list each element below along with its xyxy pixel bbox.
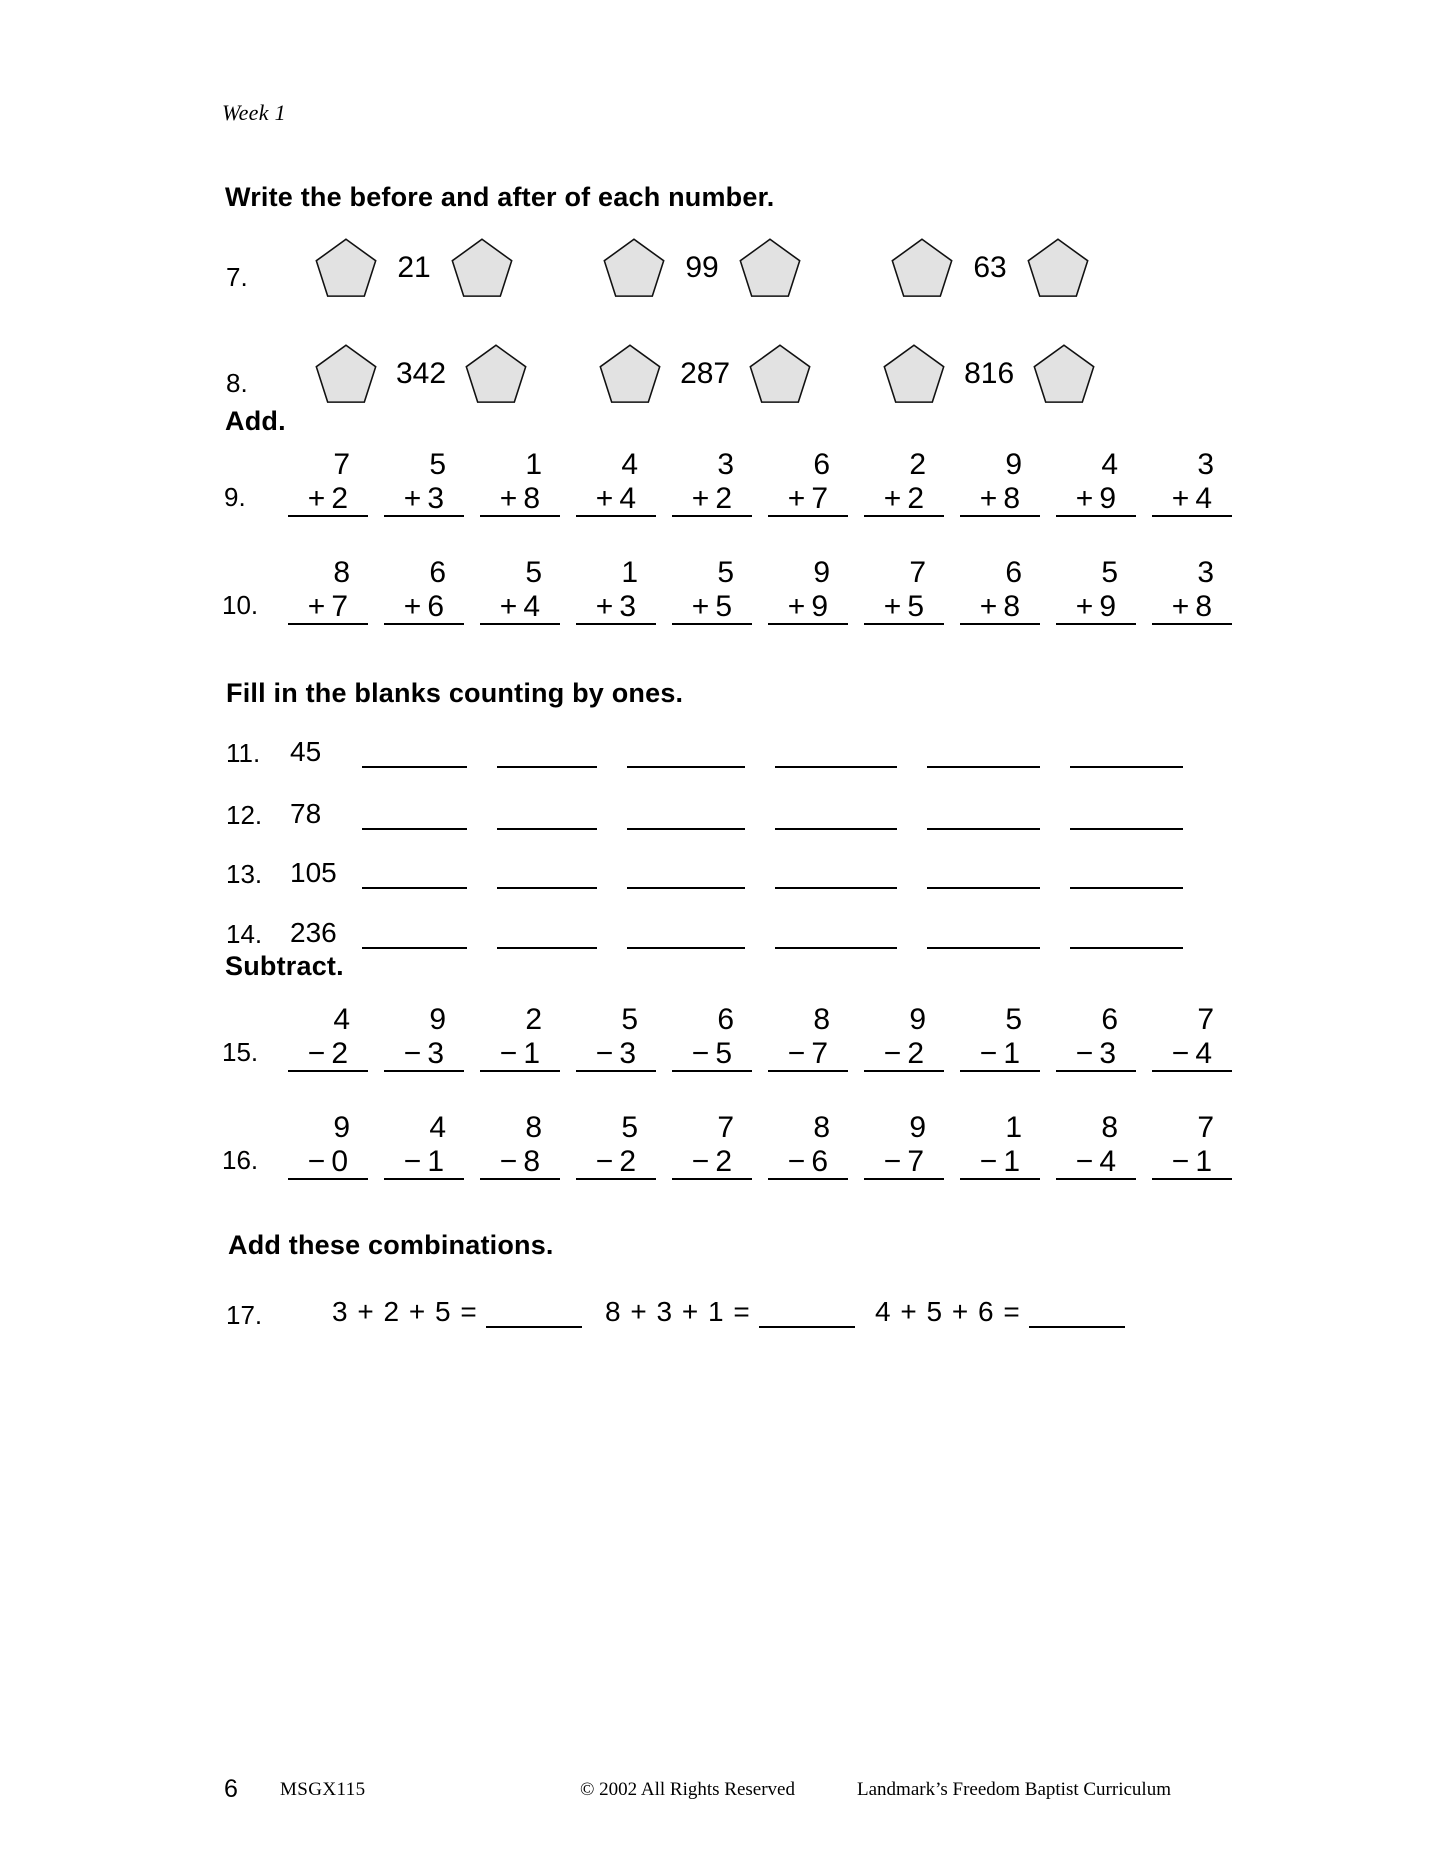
section-heading-subtract: Subtract. — [225, 951, 344, 981]
arithmetic-problem[interactable] — [272, 1111, 368, 1180]
before-after-group — [876, 344, 1102, 404]
operand-top: 7 — [717, 1111, 734, 1144]
answer-pentagon-after[interactable] — [1026, 344, 1102, 404]
arithmetic-problem[interactable] — [848, 1111, 944, 1180]
given-number: 342 — [396, 357, 447, 390]
answer-blank[interactable] — [362, 740, 467, 768]
answer-pentagon-after[interactable] — [742, 344, 818, 404]
operand-bottom: − 3 — [576, 1037, 656, 1073]
operand-top: 5 — [621, 1003, 638, 1036]
operand-bottom: − 6 — [768, 1145, 848, 1181]
arithmetic-problem[interactable] — [752, 556, 848, 625]
before-after-row-8 — [308, 344, 1102, 404]
operand-bottom: + 4 — [576, 482, 656, 518]
operator-sign: − — [403, 1144, 424, 1178]
operand-top: 6 — [1101, 1003, 1118, 1036]
operand-bottom: + 8 — [1152, 590, 1232, 626]
operator-sign: − — [595, 1036, 616, 1070]
operator-sign: + — [499, 589, 520, 623]
question-number-16: 16. — [222, 1145, 259, 1175]
operator-sign: − — [307, 1144, 328, 1178]
operand-bottom: − 2 — [672, 1145, 752, 1181]
operator-sign: + — [787, 589, 808, 623]
answer-blank[interactable] — [362, 802, 467, 830]
fill-blank-row-13 — [290, 857, 1213, 889]
answer-blank[interactable] — [775, 861, 897, 889]
operand-bottom: − 8 — [480, 1145, 560, 1181]
question-number-17: 17. — [226, 1300, 263, 1330]
operand-top: 9 — [813, 556, 830, 589]
operator-sign: − — [1171, 1036, 1192, 1070]
operand-bottom: + 8 — [960, 590, 1040, 626]
operator-sign: − — [595, 1144, 616, 1178]
question-number-14: 14. — [226, 919, 263, 949]
operand-bottom: + 5 — [864, 590, 944, 626]
fill-blank-row-14 — [290, 917, 1213, 949]
arithmetic-problem[interactable] — [752, 448, 848, 517]
operand-top: 7 — [1197, 1111, 1214, 1144]
operand-bottom: − 5 — [672, 1037, 752, 1073]
arithmetic-problem[interactable] — [560, 1111, 656, 1180]
operator-sign: − — [787, 1144, 808, 1178]
answer-blank[interactable] — [1070, 802, 1183, 830]
arithmetic-problem[interactable] — [752, 1003, 848, 1072]
operator-sign: − — [1171, 1144, 1192, 1178]
arithmetic-problem[interactable] — [656, 1111, 752, 1180]
question-number-7: 7. — [226, 262, 248, 292]
answer-blank[interactable] — [1070, 921, 1183, 949]
operand-top: 6 — [1005, 556, 1022, 589]
answer-pentagon-after[interactable] — [732, 238, 808, 298]
operand-bottom: + 7 — [768, 482, 848, 518]
before-after-row-7 — [308, 238, 1096, 298]
answer-blank[interactable] — [497, 921, 597, 949]
question-number-8: 8. — [226, 368, 248, 398]
operator-sign: − — [403, 1036, 424, 1070]
operand-top: 5 — [525, 556, 542, 589]
answer-blank[interactable] — [775, 740, 897, 768]
answer-blank[interactable] — [627, 861, 745, 889]
operator-sign: + — [307, 481, 328, 515]
answer-pentagon-after[interactable] — [1020, 238, 1096, 298]
operand-bottom: − 3 — [384, 1037, 464, 1073]
operator-sign: + — [883, 481, 904, 515]
footer-page-number: 6 — [224, 1775, 238, 1803]
arithmetic-problem[interactable] — [1136, 1111, 1232, 1180]
arithmetic-problem[interactable] — [368, 1111, 464, 1180]
arithmetic-problem[interactable] — [944, 556, 1040, 625]
given-number: 21 — [397, 251, 431, 284]
answer-blank[interactable] — [486, 1302, 582, 1328]
combination-expression: 4 + 5 + 6 = — [875, 1296, 1021, 1327]
starting-number: 236 — [290, 917, 337, 948]
answer-pentagon-before[interactable] — [308, 238, 384, 298]
operator-sign: + — [1171, 589, 1192, 623]
answer-blank[interactable] — [362, 921, 467, 949]
footer-code: MSGX115 — [280, 1779, 366, 1800]
operator-sign: − — [499, 1144, 520, 1178]
operator-sign: + — [787, 481, 808, 515]
before-after-group — [592, 344, 818, 404]
operand-bottom: − 2 — [576, 1145, 656, 1181]
arithmetic-problem[interactable] — [944, 1111, 1040, 1180]
arithmetic-problem[interactable] — [1040, 448, 1136, 517]
arithmetic-problem[interactable] — [1040, 556, 1136, 625]
starting-number: 105 — [290, 857, 337, 888]
operand-top: 1 — [1005, 1111, 1022, 1144]
starting-number: 78 — [290, 798, 322, 829]
operand-bottom: + 5 — [672, 590, 752, 626]
answer-blank[interactable] — [775, 802, 897, 830]
answer-blank[interactable] — [497, 861, 597, 889]
operand-bottom: − 1 — [480, 1037, 560, 1073]
operator-sign: − — [691, 1036, 712, 1070]
arithmetic-problem[interactable] — [944, 448, 1040, 517]
question-number-11: 11. — [226, 738, 261, 768]
given-number: 99 — [685, 251, 719, 284]
arithmetic-problem[interactable] — [368, 556, 464, 625]
arithmetic-problem[interactable] — [464, 1111, 560, 1180]
operand-bottom: + 3 — [384, 482, 464, 518]
operator-sign: − — [307, 1036, 328, 1070]
operand-top: 7 — [1197, 1003, 1214, 1036]
answer-blank[interactable] — [759, 1302, 855, 1328]
question-number-9: 9. — [224, 482, 246, 512]
operator-sign: + — [403, 589, 424, 623]
answer-blank[interactable] — [627, 802, 745, 830]
answer-blank[interactable] — [927, 921, 1040, 949]
section-heading-fill-blanks: Fill in the blanks counting by ones. — [226, 678, 684, 708]
operand-bottom: + 3 — [576, 590, 656, 626]
operand-top: 8 — [1101, 1111, 1118, 1144]
answer-blank[interactable] — [927, 861, 1040, 889]
question-number-13: 13. — [226, 859, 263, 889]
arithmetic-problem[interactable] — [464, 448, 560, 517]
operator-sign: + — [1171, 481, 1192, 515]
operand-bottom: − 0 — [288, 1145, 368, 1181]
operand-bottom: − 1 — [960, 1145, 1040, 1181]
operand-top: 2 — [525, 1003, 542, 1036]
combination-expression: 8 + 3 + 1 = — [605, 1296, 751, 1327]
operand-top: 3 — [1197, 448, 1214, 481]
arithmetic-problem[interactable] — [272, 556, 368, 625]
answer-blank[interactable] — [627, 740, 745, 768]
operand-bottom: − 1 — [384, 1145, 464, 1181]
operand-bottom: − 2 — [288, 1037, 368, 1073]
operand-top: 6 — [717, 1003, 734, 1036]
operand-bottom: − 2 — [864, 1037, 944, 1073]
arithmetic-problem[interactable] — [656, 1003, 752, 1072]
operand-top: 9 — [909, 1003, 926, 1036]
operand-top: 5 — [429, 448, 446, 481]
answer-pentagon-before[interactable] — [308, 344, 384, 404]
given-number: 63 — [973, 251, 1007, 284]
starting-number: 45 — [290, 736, 322, 767]
operand-bottom: + 9 — [1056, 482, 1136, 518]
week-label: Week 1 — [222, 100, 286, 125]
operand-top: 4 — [429, 1111, 446, 1144]
section-heading-before-after: Write the before and after of each number. — [225, 182, 775, 212]
operand-bottom: + 6 — [384, 590, 464, 626]
arithmetic-problem[interactable] — [1136, 1003, 1232, 1072]
arithmetic-problem[interactable] — [368, 448, 464, 517]
add-row-9 — [272, 448, 1232, 517]
operand-bottom: + 9 — [1056, 590, 1136, 626]
footer-curriculum: Landmark’s Freedom Baptist Curriculum — [857, 1779, 1171, 1800]
operand-top: 9 — [1005, 448, 1022, 481]
operator-sign: − — [883, 1036, 904, 1070]
answer-blank[interactable] — [1070, 861, 1183, 889]
operand-top: 8 — [813, 1003, 830, 1036]
operand-bottom: + 8 — [960, 482, 1040, 518]
operand-top: 4 — [333, 1003, 350, 1036]
operand-bottom: + 2 — [672, 482, 752, 518]
answer-pentagon-before[interactable] — [876, 344, 952, 404]
fill-blank-row-12 — [290, 798, 1213, 830]
arithmetic-problem[interactable] — [368, 1003, 464, 1072]
operand-top: 9 — [429, 1003, 446, 1036]
arithmetic-problem[interactable] — [560, 556, 656, 625]
footer-copyright: © 2002 All Rights Reserved — [580, 1779, 795, 1800]
arithmetic-problem[interactable] — [656, 448, 752, 517]
operator-sign: − — [1075, 1036, 1096, 1070]
operand-top: 4 — [621, 448, 638, 481]
section-heading-combinations: Add these combinations. — [228, 1230, 554, 1260]
operator-sign: − — [1075, 1144, 1096, 1178]
arithmetic-problem[interactable] — [656, 556, 752, 625]
before-after-group — [308, 344, 534, 404]
arithmetic-problem[interactable] — [848, 556, 944, 625]
operand-bottom: − 4 — [1152, 1037, 1232, 1073]
section-heading-add: Add. — [225, 406, 286, 436]
combination-problem[interactable] — [605, 1296, 855, 1328]
question-number-12: 12. — [226, 800, 263, 830]
operand-bottom: + 7 — [288, 590, 368, 626]
answer-blank[interactable] — [497, 740, 597, 768]
arithmetic-problem[interactable] — [1136, 448, 1232, 517]
operator-sign: + — [979, 481, 1000, 515]
operand-top: 5 — [621, 1111, 638, 1144]
operand-top: 8 — [333, 556, 350, 589]
answer-pentagon-before[interactable] — [884, 238, 960, 298]
operator-sign: − — [499, 1036, 520, 1070]
operator-sign: + — [691, 481, 712, 515]
operand-bottom: − 4 — [1056, 1145, 1136, 1181]
arithmetic-problem[interactable] — [1040, 1003, 1136, 1072]
question-number-15: 15. — [222, 1037, 259, 1067]
combination-expression: 3 + 2 + 5 = — [332, 1296, 478, 1327]
arithmetic-problem[interactable] — [1136, 556, 1232, 625]
before-after-group — [308, 238, 520, 298]
operand-top: 5 — [717, 556, 734, 589]
operator-sign: + — [595, 589, 616, 623]
operand-bottom: − 1 — [1152, 1145, 1232, 1181]
answer-blank[interactable] — [497, 802, 597, 830]
operand-top: 4 — [1101, 448, 1118, 481]
operator-sign: + — [691, 589, 712, 623]
operand-top: 8 — [525, 1111, 542, 1144]
combination-problem[interactable] — [875, 1296, 1125, 1328]
operand-top: 1 — [621, 556, 638, 589]
operand-bottom: + 9 — [768, 590, 848, 626]
arithmetic-problem[interactable] — [944, 1003, 1040, 1072]
operator-sign: + — [883, 589, 904, 623]
operator-sign: + — [1075, 481, 1096, 515]
arithmetic-problem[interactable] — [272, 1003, 368, 1072]
answer-blank[interactable] — [775, 921, 897, 949]
subtract-row-15 — [272, 1003, 1232, 1072]
given-number: 287 — [680, 357, 731, 390]
operator-sign: − — [691, 1144, 712, 1178]
arithmetic-problem[interactable] — [464, 1003, 560, 1072]
operator-sign: + — [403, 481, 424, 515]
answer-pentagon-before[interactable] — [596, 238, 672, 298]
answer-blank[interactable] — [627, 921, 745, 949]
operator-sign: + — [595, 481, 616, 515]
answer-blank[interactable] — [927, 740, 1040, 768]
arithmetic-problem[interactable] — [464, 556, 560, 625]
operand-bottom: − 3 — [1056, 1037, 1136, 1073]
operand-top: 5 — [1005, 1003, 1022, 1036]
operator-sign: + — [499, 481, 520, 515]
operand-top: 8 — [813, 1111, 830, 1144]
operand-bottom: + 8 — [480, 482, 560, 518]
operand-bottom: − 7 — [864, 1145, 944, 1181]
arithmetic-problem[interactable] — [560, 1003, 656, 1072]
answer-pentagon-after[interactable] — [444, 238, 520, 298]
question-number-10: 10. — [222, 590, 259, 620]
operator-sign: − — [787, 1036, 808, 1070]
answer-blank[interactable] — [927, 802, 1040, 830]
operand-bottom: + 4 — [1152, 482, 1232, 518]
operand-bottom: + 2 — [288, 482, 368, 518]
operand-top: 5 — [1101, 556, 1118, 589]
operand-top: 1 — [525, 448, 542, 481]
arithmetic-problem[interactable] — [848, 448, 944, 517]
operand-top: 3 — [1197, 556, 1214, 589]
answer-blank[interactable] — [1029, 1302, 1125, 1328]
answer-blank[interactable] — [1070, 740, 1183, 768]
operator-sign: + — [307, 589, 328, 623]
subtract-row-16 — [272, 1111, 1232, 1180]
operand-bottom: − 7 — [768, 1037, 848, 1073]
operand-bottom: + 2 — [864, 482, 944, 518]
operator-sign: + — [1075, 589, 1096, 623]
operand-top: 9 — [333, 1111, 350, 1144]
operand-top: 2 — [909, 448, 926, 481]
operand-bottom: + 4 — [480, 590, 560, 626]
operand-top: 6 — [429, 556, 446, 589]
answer-pentagon-before[interactable] — [592, 344, 668, 404]
before-after-group — [884, 238, 1096, 298]
answer-blank[interactable] — [362, 861, 467, 889]
operand-top: 6 — [813, 448, 830, 481]
arithmetic-problem[interactable] — [560, 448, 656, 517]
operand-top: 9 — [909, 1111, 926, 1144]
add-row-10 — [272, 556, 1232, 625]
operator-sign: − — [883, 1144, 904, 1178]
given-number: 816 — [964, 357, 1015, 390]
operator-sign: − — [979, 1036, 1000, 1070]
operator-sign: − — [979, 1144, 1000, 1178]
arithmetic-problem[interactable] — [1040, 1111, 1136, 1180]
fill-blank-row-11 — [290, 736, 1213, 768]
before-after-group — [596, 238, 808, 298]
arithmetic-problem[interactable] — [848, 1003, 944, 1072]
arithmetic-problem[interactable] — [752, 1111, 848, 1180]
operand-bottom: − 1 — [960, 1037, 1040, 1073]
operand-top: 3 — [717, 448, 734, 481]
operand-top: 7 — [909, 556, 926, 589]
combination-problem[interactable] — [332, 1296, 582, 1328]
answer-pentagon-after[interactable] — [458, 344, 534, 404]
operand-top: 7 — [333, 448, 350, 481]
arithmetic-problem[interactable] — [272, 448, 368, 517]
operator-sign: + — [979, 589, 1000, 623]
